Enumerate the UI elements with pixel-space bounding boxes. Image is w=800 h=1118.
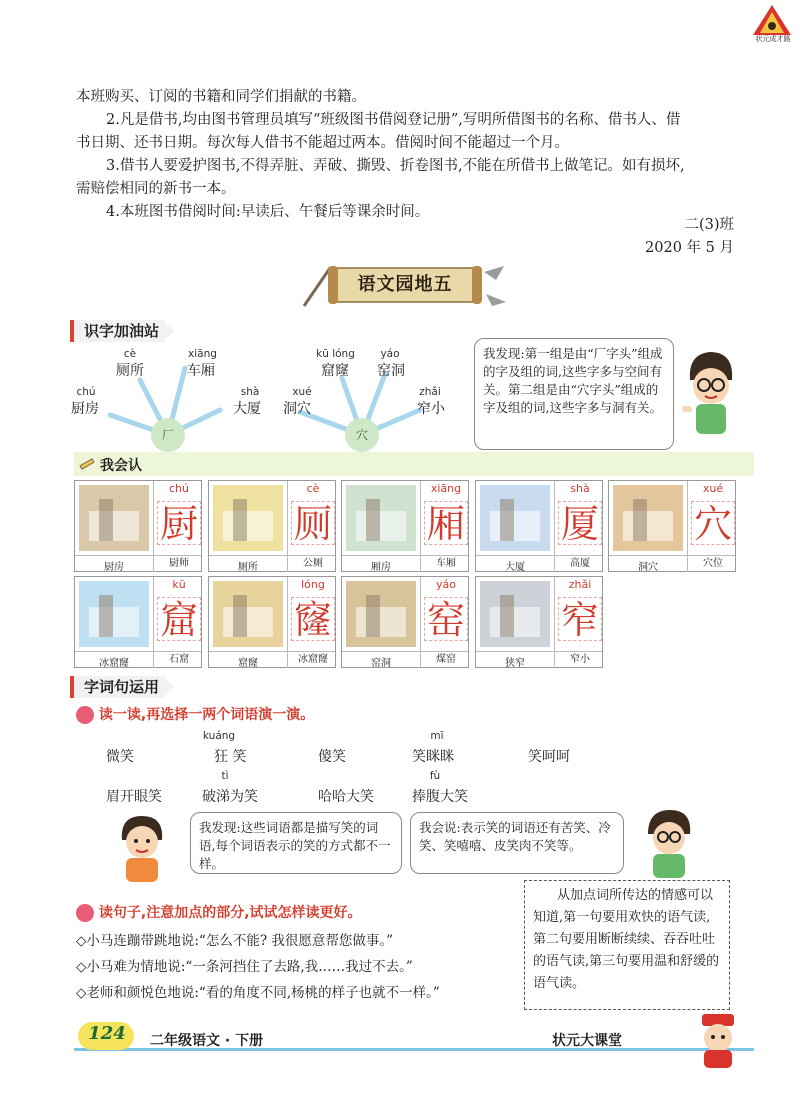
intro-line: 书日期、还书日期。每次每人借书不能超过两本。借阅时间不能超过一个月。: [76, 135, 569, 151]
vocab-word: 捧腹大笑: [412, 789, 468, 805]
signature-date: 2020 年 5 月: [645, 240, 734, 256]
kiln-illustration-icon: [342, 577, 420, 651]
pinyin: kuáng: [202, 730, 236, 742]
ice-hole-illustration-icon: [75, 577, 153, 651]
card-word-2: 穴位: [687, 556, 738, 572]
radical-xue-circle: 穴: [345, 418, 379, 452]
kitchen-illustration-icon: [75, 481, 153, 555]
word: 窄小: [417, 401, 445, 417]
char-box: [153, 577, 204, 651]
boy-character-icon: [680, 340, 740, 440]
char-glyph: 窟: [159, 598, 198, 642]
word: 厕所: [116, 363, 144, 379]
intro-text: [76, 86, 756, 224]
pinyin: chú: [76, 386, 96, 398]
banner-title: 语文园地五: [357, 274, 453, 295]
char-glyph: 厕: [293, 502, 332, 546]
card-word-1: 厕所: [238, 562, 258, 573]
card-word-2: 公厕: [287, 556, 338, 572]
char-glyph: 厢: [426, 502, 465, 546]
character-card: [208, 480, 336, 572]
char-box: [687, 481, 738, 555]
building-illustration-icon: [476, 481, 554, 555]
char-box: [287, 577, 338, 651]
card-word-2: 煤窑: [420, 652, 471, 668]
character-card: [341, 480, 469, 572]
vocab-word: 傻笑: [318, 749, 346, 765]
task-2-instruction: [76, 902, 362, 922]
char-pinyin: xiāng: [430, 482, 462, 495]
room-illustration-icon: [342, 481, 420, 555]
vocab-word: 破涕为笑: [202, 789, 258, 805]
brand-name: 状元大课堂: [552, 1033, 622, 1049]
word: 洞穴: [283, 401, 311, 417]
word: 车厢: [187, 363, 215, 379]
right-comment-bubble: 我会说:表示笑的词语还有苦笑、冷笑、笑嘻嘻、皮笑肉不笑等。: [410, 812, 624, 874]
hole-illustration-icon: [209, 577, 287, 651]
char-glyph: 窑: [426, 598, 465, 642]
alley-illustration-icon: [476, 577, 554, 651]
sentence: ◇小马连蹦带跳地说:“怎么不能? 我很愿意帮您做事。”: [76, 933, 394, 949]
reading-tip-note: 从加点词所传达的情感可以知道,第一句要用欢快的语气读,第二句要用断断续续、吞吞吐吐的语气读,第三句要用温和舒缓的语气读。: [524, 880, 730, 1010]
char-box: [554, 481, 605, 555]
character-card: [608, 480, 736, 572]
char-glyph: 穴: [693, 502, 732, 546]
card-word-2: 车厢: [420, 556, 471, 572]
card-word-2: 厨师: [153, 556, 204, 572]
pinyin: zhǎi: [419, 386, 441, 398]
boy-character-icon: [640, 804, 698, 880]
radical-chang-circle: 厂: [151, 418, 185, 452]
card-word-1: 厨房: [104, 562, 124, 573]
read-task-icon: [76, 706, 94, 724]
mascot-icon: [690, 1010, 746, 1070]
char-pinyin: chú: [169, 482, 189, 495]
sentence: ◇老师和颜悦色地说:“看的角度不同,杨桃的样子也就不一样。”: [76, 985, 440, 1001]
pinyin: fù: [429, 770, 441, 782]
section-heading-usage: 字词句运用: [70, 676, 165, 698]
char-pinyin: yáo: [436, 578, 456, 591]
char-glyph: 厦: [560, 502, 599, 546]
card-word-2: 冰窟窿: [287, 652, 338, 668]
intro-line: 3.借书人要爱护图书,不得弄脏、弄破、撕毁、折卷图书,不能在所借书上做笔记。如有损坏,: [106, 158, 685, 174]
char-pinyin: zhǎi: [568, 578, 592, 591]
card-word-1: 窟窿: [238, 658, 258, 669]
char-glyph: 窿: [293, 598, 332, 642]
pinyin: xiāng: [188, 348, 217, 360]
char-box: [153, 481, 204, 555]
recognize-heading: 我会认: [100, 458, 142, 474]
char-box: [554, 577, 605, 651]
section-heading-literacy: 识字加油站: [70, 320, 165, 342]
intro-line: 2.凡是借书,均由图书管理员填写“班级图书借阅登记册”,写明所借图书的名称、借书人、借: [106, 112, 681, 128]
toilet-illustration-icon: [209, 481, 287, 555]
read-task-icon: [76, 904, 94, 922]
pinyin: cè: [123, 348, 137, 360]
pinyin: tì: [221, 770, 229, 782]
pinyin: mī: [430, 730, 444, 742]
left-comment-bubble: 我发现:这些词语都是描写笑的词语,每个词语表示的笑的方式都不一样。: [190, 812, 402, 874]
character-card: [475, 576, 603, 668]
sentence-list: [76, 928, 516, 1006]
character-card: [341, 576, 469, 668]
brand-logo-text: 状元成才路: [755, 35, 791, 43]
vocab-word: 微笑: [106, 749, 134, 765]
vocab-word: 狂 笑: [214, 749, 247, 765]
sentence: ◇小马难为情地说:“一条河挡住了去路,我……我过不去。”: [76, 959, 413, 975]
book-title: 二年级语文 · 下册: [150, 1033, 264, 1049]
char-pinyin: shà: [570, 482, 590, 495]
character-card: [74, 576, 202, 668]
card-word-1: 洞穴: [638, 562, 658, 573]
page-number: 124: [88, 1023, 126, 1044]
char-pinyin: kū: [172, 578, 186, 591]
char-box: [420, 481, 471, 555]
pinyin: xué: [292, 386, 312, 398]
card-word-1: 冰窟窿: [99, 658, 129, 669]
intro-line: 需赔偿相同的新书一本。: [76, 181, 236, 197]
pinyin: kū lóng: [316, 348, 355, 360]
card-word-1: 厢房: [371, 562, 391, 573]
character-card: [475, 480, 603, 572]
char-box: [420, 577, 471, 651]
word: 大厦: [233, 401, 261, 417]
card-word-1: 狭窄: [505, 658, 525, 669]
vocab-word: 哈哈大笑: [318, 789, 374, 805]
word: 窑洞: [377, 363, 405, 379]
word: 窟窿: [321, 363, 349, 379]
card-word-2: 窄小: [554, 652, 605, 668]
intro-line: 4.本班图书借阅时间:早读后、午餐后等课余时间。: [106, 204, 430, 220]
discovery-bubble: 我发现:第一组是由“厂字头”组成的字及组的词,这些字多与空间有关。第二组是由“穴字头”组成的字及组的词,这些字多与洞有关。: [474, 338, 674, 450]
char-box: [287, 481, 338, 555]
char-pinyin: cè: [306, 482, 320, 495]
vocab-word: 笑呵呵: [528, 749, 570, 765]
char-pinyin: lóng: [301, 578, 325, 591]
pencil-icon: [78, 456, 96, 472]
girl-character-icon: [114, 810, 170, 884]
card-word-1: 大厦: [505, 562, 525, 573]
vocab-word: 眉开眼笑: [106, 789, 162, 805]
task-1-text: 读一读,再选择一两个词语演一演。: [98, 707, 315, 723]
recognize-header-bar: [74, 452, 754, 476]
pinyin: shà: [240, 386, 260, 398]
character-card: [74, 480, 202, 572]
task-1-instruction: [76, 704, 314, 724]
intro-line: 本班购买、订阅的书籍和同学们捐献的书籍。: [76, 89, 366, 105]
word: 厨房: [71, 401, 99, 417]
char-glyph: 窄: [560, 598, 599, 642]
card-word-2: 高厦: [554, 556, 605, 572]
signature-class: 二(3)班: [684, 217, 734, 233]
char-glyph: 厨: [159, 502, 198, 546]
card-word-2: 石窟: [153, 652, 204, 668]
cave-illustration-icon: [609, 481, 687, 555]
task-2-text: 读句子,注意加点的部分,试试怎样读更好。: [98, 905, 362, 921]
char-pinyin: xué: [702, 482, 724, 495]
vocab-word: 笑眯眯: [412, 749, 454, 765]
character-card: [208, 576, 336, 668]
pinyin: yáo: [380, 348, 400, 360]
card-word-1: 窑洞: [371, 658, 391, 669]
brand-logo-icon: [752, 4, 792, 36]
